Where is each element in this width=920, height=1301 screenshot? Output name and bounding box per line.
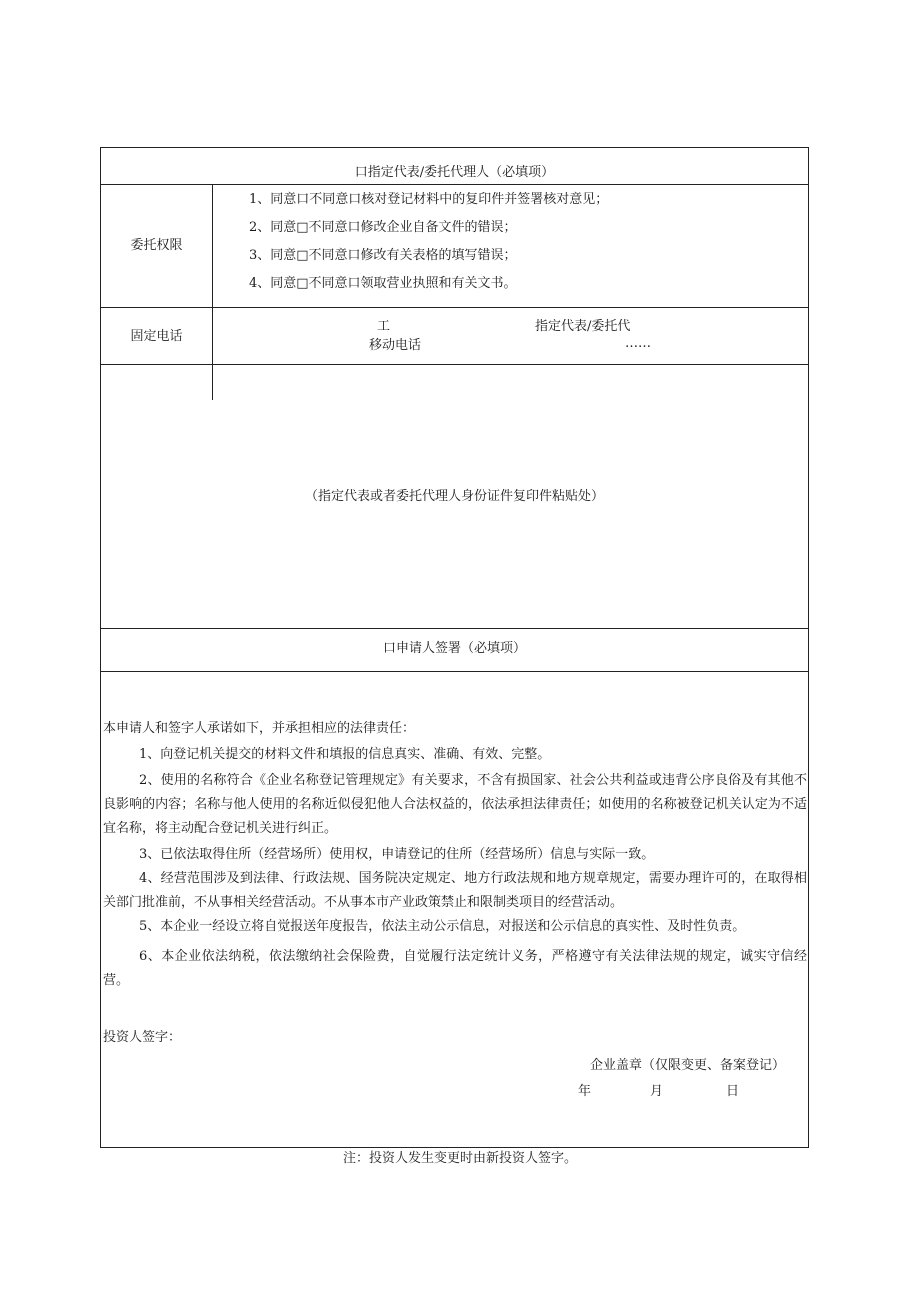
row-divider xyxy=(101,628,808,629)
landline-label: 固定电话 xyxy=(130,329,183,344)
applicant-section-title: 口申请人签署（必填项） xyxy=(382,641,526,656)
promise-2: 2、使用的名称符合《企业名称登记管理规定》有关要求，不含有损国家、社会公共利益或违背公序良俗及有其他不良影响的内容；名称与他人使用的名称近似侵犯他人合法权益的，依法承担法律责任；如使用的名称被登记机关认定为不适宜名称，将主动配合登记机关进行纠正。 xyxy=(103,773,807,836)
column-divider xyxy=(212,184,213,400)
date-day: 日 xyxy=(726,1084,740,1099)
authority-label: 委托权限 xyxy=(130,238,183,253)
promise-5: 5、本企业一经设立将自觉报送年度报告，依法主动公示信息，对报送和公示信息的真实性、及时性负责。 xyxy=(139,919,746,934)
authority-item-4: 4、同意□不同意口领取营业执照和有关文书。 xyxy=(249,276,517,291)
row-divider xyxy=(101,671,808,672)
promise-intro: 本申请人和签字人承诺如下，并承担相应的法律责任： xyxy=(103,721,416,736)
id-paste-area: （指定代表或者委托代理人身份证件复印件粘贴处） xyxy=(304,489,604,504)
investor-signature-label: 投资人签字： xyxy=(103,1030,182,1045)
row-divider xyxy=(101,364,808,365)
row-divider xyxy=(101,307,808,308)
company-seal-label: 企业盖章（仅限变更、备案登记） xyxy=(590,1058,786,1073)
mobile-label: 移动电话 xyxy=(369,338,422,353)
mobile-fragment: …… xyxy=(625,336,651,351)
authority-item-1: 1、同意口不同意口核对登记材料中的复印件并签署核对意见； xyxy=(249,192,609,207)
landline-fragment: 工 xyxy=(377,319,391,334)
footer-note: 注：投资人发生变更时由新投资人签字。 xyxy=(342,1151,577,1166)
registration-form-table xyxy=(100,147,809,1148)
agent-section-title: 口指定代表/委托代理人（必填项） xyxy=(354,165,555,180)
promise-3: 3、已依法取得住所（经营场所）使用权，申请登记的住所（经营场所）信息与实际一致。 xyxy=(139,847,655,862)
date-year: 年 xyxy=(578,1084,592,1099)
row-divider xyxy=(101,184,808,185)
promise-1: 1、向登记机关提交的材料文件和填报的信息真实、准确、有效、完整。 xyxy=(139,747,551,762)
agent-label-fragment: 指定代表/委托代 xyxy=(535,319,631,334)
date-month: 月 xyxy=(650,1084,664,1099)
authority-item-2: 2、同意□不同意口修改企业自备文件的错误； xyxy=(249,220,517,235)
promise-6: 6、本企业依法纳税，依法缴纳社会保险费，自觉履行法定统计义务，严格遵守有关法律法规的规定，诚实守信经营。 xyxy=(103,949,807,988)
promise-4: 4、经营范围涉及到法律、行政法规、国务院决定规定、地方行政法规和地方规章规定，需要办理许可的，在取得相关部门批准前，不从事相关经营活动。不从事本市产业政策禁止和限制类项目的经营活动。 xyxy=(103,871,807,910)
authority-item-3: 3、同意□不同意口修改有关表格的填写错误； xyxy=(249,248,517,263)
